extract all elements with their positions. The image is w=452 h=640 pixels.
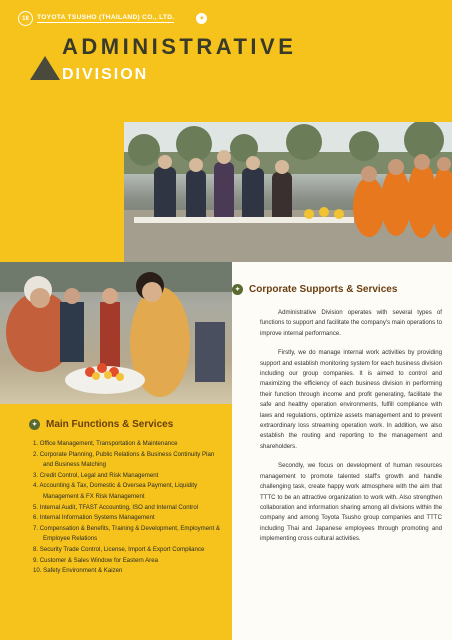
corporate-body (260, 308, 442, 554)
corporate-heading (232, 284, 397, 295)
main-functions-heading (29, 419, 173, 430)
list-item: 8. Security Trade Control, License, Import & Export Compliance (33, 545, 205, 553)
corporate-paragraph-3: Secondly, we focus on development of human resources management to promote talented staff's growth and handle challenging task, create happy work atmosphere with the aim that TTTC to be an attractive organization to work with. Also strengthen collaboration and information sharing among all divisions within the company and among Toyota Tsusho group companies and TTTC including Thai and Japanese employees through promoting and implementing cross cultural activities. (260, 462, 442, 543)
list-item: 7. Compensation & Benefits, Training & Development, Employment & Employee Relations (33, 524, 220, 543)
page-number: 18 (18, 11, 33, 26)
triangle-icon (30, 56, 60, 80)
list-item: 4. Accounting & Tax, Domestic & Oversea Payment, Liquidity Management & FX Risk Management (33, 482, 198, 500)
corporate-heading-text: Corporate Supports & Services (249, 284, 398, 295)
page-title: ADMINISTRATIVE (62, 34, 297, 59)
photo-monk-ceremony (124, 122, 452, 262)
bullet-icon: ✦ (29, 419, 40, 430)
list-item: 3. Credit Control, Legal and Risk Management (33, 471, 159, 479)
corporate-paragraph-2: Firstly, we do manage internal work activities by providing support and establish monitoring system for each business division including our group companies. It is aimed to control and maximizing the efficiency of each business division in performing their function through income and profit generating, facilitate the safe and healthy operation environments, fulfill compliance with laws and regulations, optimize assets management and to prevent extraordinary loss streaming operation work. In addition, we also establish the routing and reporting to the management and shareholders. (260, 349, 442, 450)
main-functions-list (33, 439, 223, 577)
list-item: 5. Internal Audit, TFAST Accounting, ISO and Internal Control (33, 503, 199, 511)
list-item: 1. Office Management, Transportation & Maintenance (33, 440, 178, 447)
main-functions-heading-text: Main Functions & Services (46, 419, 174, 430)
page-subtitle: DIVISION (62, 66, 149, 83)
header-line (18, 11, 207, 26)
bullet-icon: ✦ (232, 284, 243, 295)
list-item: 10. Safety Environment & Kaizen (33, 567, 123, 575)
corporate-paragraph-1: Administrative Division operates with several types of functions to support and facilitate the company's main operations to improve internal performance. (260, 309, 442, 337)
list-item: 6. Internal Information Systems Management (33, 514, 155, 522)
ttc-logo-icon: ✦ (196, 13, 207, 24)
company-name: TOYOTA TSUSHO (THAILAND) CO., LTD. (37, 14, 175, 21)
list-item: 2. Corporate Planning, Public Relations & Business Continuity Plan and Business Matching (33, 450, 215, 469)
list-item: 9. Customer & Sales Window for Eastern Area (33, 556, 158, 564)
photo-water-ceremony (0, 262, 232, 404)
